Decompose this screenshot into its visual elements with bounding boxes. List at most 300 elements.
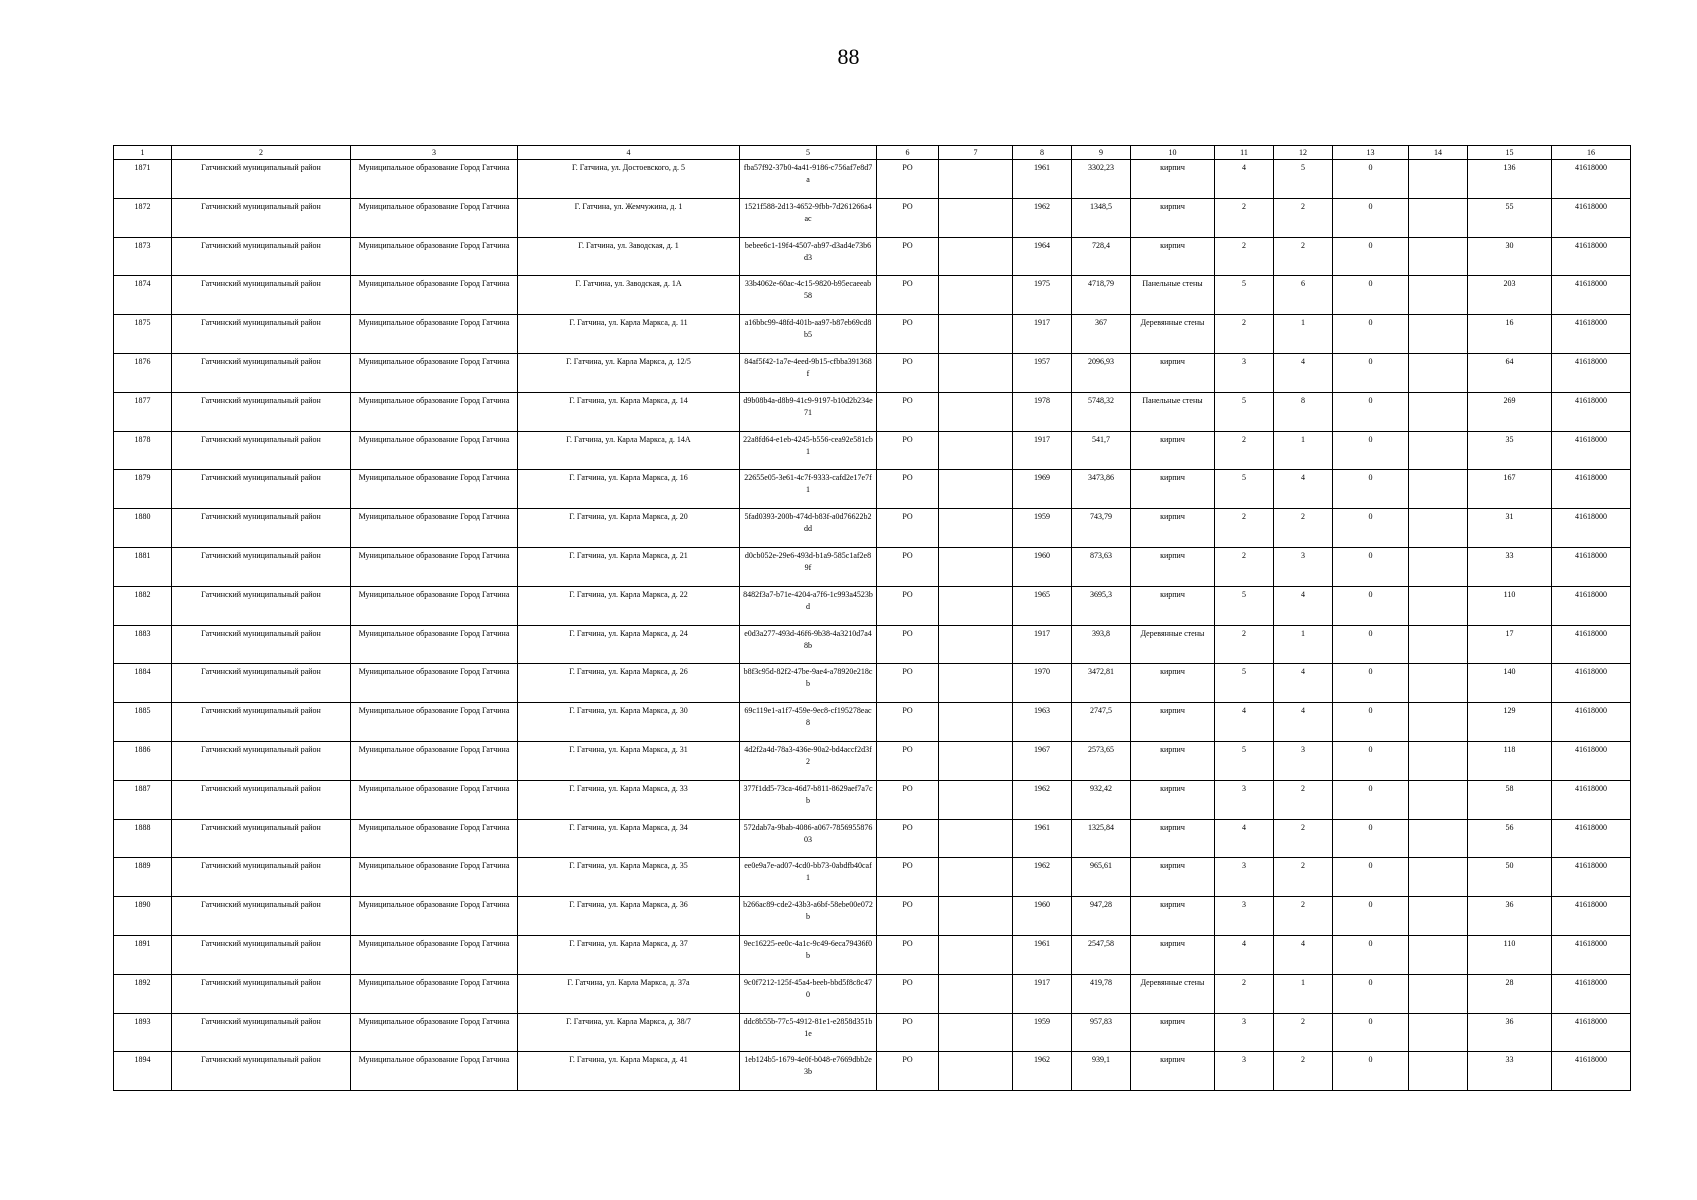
cell-wall-material: кирпич bbox=[1131, 198, 1215, 237]
cell-area: 947,28 bbox=[1072, 897, 1131, 936]
cell-floors: 5 bbox=[1215, 586, 1274, 625]
cell-area: 3302,23 bbox=[1072, 160, 1131, 199]
cell-col-13: 0 bbox=[1333, 819, 1409, 858]
cell-district: Гатчинский муниципальный район bbox=[172, 703, 351, 742]
cell-col-12: 5 bbox=[1274, 160, 1333, 199]
cell-col-14 bbox=[1409, 353, 1468, 392]
cell-municipality: Муниципальное образование Город Гатчина bbox=[351, 547, 518, 586]
cell-area: 1348,5 bbox=[1072, 198, 1131, 237]
column-header-5: 5 bbox=[740, 146, 877, 160]
cell-district: Гатчинский муниципальный район bbox=[172, 509, 351, 548]
cell-floors: 4 bbox=[1215, 819, 1274, 858]
cell-col-14 bbox=[1409, 198, 1468, 237]
cell-oktmo: 41618000 bbox=[1552, 509, 1631, 548]
cell-col-14 bbox=[1409, 703, 1468, 742]
cell-oktmo: 41618000 bbox=[1552, 664, 1631, 703]
cell-municipality: Муниципальное образование Город Гатчина bbox=[351, 276, 518, 315]
cell-wall-material: Деревянные стены bbox=[1131, 974, 1215, 1013]
cell-col-13: 0 bbox=[1333, 353, 1409, 392]
cell-col-13: 0 bbox=[1333, 392, 1409, 431]
cell-fias-guid: bebee6c1-19f4-4507-ab97-d3ad4e73b6d3 bbox=[740, 237, 877, 276]
cell-col-13: 0 bbox=[1333, 780, 1409, 819]
cell-residents: 64 bbox=[1468, 353, 1552, 392]
cell-row-number: 1880 bbox=[114, 509, 172, 548]
cell-program-code: РО bbox=[877, 858, 939, 897]
cell-row-number: 1893 bbox=[114, 1013, 172, 1052]
table-row bbox=[114, 974, 1631, 1013]
cell-floors: 5 bbox=[1215, 276, 1274, 315]
cell-row-number: 1883 bbox=[114, 625, 172, 664]
cell-col-14 bbox=[1409, 897, 1468, 936]
column-header-6: 6 bbox=[877, 146, 939, 160]
cell-wall-material: Панельные стены bbox=[1131, 392, 1215, 431]
cell-oktmo: 41618000 bbox=[1552, 547, 1631, 586]
cell-year-built: 1959 bbox=[1013, 1013, 1072, 1052]
cell-area: 5748,32 bbox=[1072, 392, 1131, 431]
cell-district: Гатчинский муниципальный район bbox=[172, 741, 351, 780]
cell-col-14 bbox=[1409, 315, 1468, 354]
cell-program-code: РО bbox=[877, 935, 939, 974]
cell-year-built: 1975 bbox=[1013, 276, 1072, 315]
cell-wall-material: кирпич bbox=[1131, 935, 1215, 974]
cell-col-12: 2 bbox=[1274, 198, 1333, 237]
cell-residents: 136 bbox=[1468, 160, 1552, 199]
table-row bbox=[114, 625, 1631, 664]
cell-district: Гатчинский муниципальный район bbox=[172, 625, 351, 664]
cell-residents: 36 bbox=[1468, 1013, 1552, 1052]
cell-col-14 bbox=[1409, 935, 1468, 974]
cell-year-built: 1965 bbox=[1013, 586, 1072, 625]
cell-year-built: 1962 bbox=[1013, 858, 1072, 897]
cell-fias-guid: 572dab7a-9bab-4086-a067-785695587603 bbox=[740, 819, 877, 858]
cell-fias-guid: 1521f588-2d13-4652-9fbb-7d261266a4ac bbox=[740, 198, 877, 237]
cell-col-13: 0 bbox=[1333, 431, 1409, 470]
cell-municipality: Муниципальное образование Город Гатчина bbox=[351, 703, 518, 742]
cell-year-built: 1961 bbox=[1013, 819, 1072, 858]
cell-municipality: Муниципальное образование Город Гатчина bbox=[351, 198, 518, 237]
cell-col-13: 0 bbox=[1333, 547, 1409, 586]
cell-floors: 3 bbox=[1215, 1013, 1274, 1052]
cell-col-7 bbox=[939, 741, 1013, 780]
cell-fias-guid: b266ac89-cde2-43b3-a6bf-58ebe00e072b bbox=[740, 897, 877, 936]
cell-col-13: 0 bbox=[1333, 1013, 1409, 1052]
cell-address: Г. Гатчина, ул. Карла Маркса, д. 37а bbox=[518, 974, 740, 1013]
cell-area: 965,61 bbox=[1072, 858, 1131, 897]
cell-fias-guid: 22655e05-3e61-4c7f-9333-cafd2e17e7f1 bbox=[740, 470, 877, 509]
cell-fias-guid: 377f1dd5-73ca-46d7-b811-8629aef7a7cb bbox=[740, 780, 877, 819]
table-row bbox=[114, 664, 1631, 703]
table-row bbox=[114, 160, 1631, 199]
cell-address: Г. Гатчина, ул. Достоевского, д. 5 bbox=[518, 160, 740, 199]
cell-col-13: 0 bbox=[1333, 625, 1409, 664]
cell-residents: 16 bbox=[1468, 315, 1552, 354]
cell-row-number: 1891 bbox=[114, 935, 172, 974]
cell-col-13: 0 bbox=[1333, 935, 1409, 974]
cell-year-built: 1917 bbox=[1013, 974, 1072, 1013]
cell-row-number: 1882 bbox=[114, 586, 172, 625]
cell-area: 419,78 bbox=[1072, 974, 1131, 1013]
cell-col-7 bbox=[939, 547, 1013, 586]
cell-row-number: 1881 bbox=[114, 547, 172, 586]
table-row bbox=[114, 586, 1631, 625]
cell-fias-guid: ee0e9a7e-ad07-4cd0-bb73-0abdfb40caf1 bbox=[740, 858, 877, 897]
cell-col-12: 2 bbox=[1274, 1013, 1333, 1052]
cell-fias-guid: 84af5f42-1a7e-4eed-9b15-cfbba391368f bbox=[740, 353, 877, 392]
cell-district: Гатчинский муниципальный район bbox=[172, 664, 351, 703]
cell-year-built: 1917 bbox=[1013, 315, 1072, 354]
cell-floors: 2 bbox=[1215, 974, 1274, 1013]
cell-col-7 bbox=[939, 353, 1013, 392]
cell-col-12: 4 bbox=[1274, 703, 1333, 742]
cell-row-number: 1879 bbox=[114, 470, 172, 509]
cell-area: 2573,65 bbox=[1072, 741, 1131, 780]
cell-col-12: 3 bbox=[1274, 741, 1333, 780]
cell-area: 3695,3 bbox=[1072, 586, 1131, 625]
cell-col-14 bbox=[1409, 160, 1468, 199]
cell-fias-guid: 69c119e1-a1f7-459e-9ec8-cf195278eac8 bbox=[740, 703, 877, 742]
table-row bbox=[114, 741, 1631, 780]
cell-col-13: 0 bbox=[1333, 237, 1409, 276]
cell-col-12: 4 bbox=[1274, 353, 1333, 392]
cell-address: Г. Гатчина, ул. Карла Маркса, д. 22 bbox=[518, 586, 740, 625]
cell-col-12: 1 bbox=[1274, 974, 1333, 1013]
cell-col-14 bbox=[1409, 509, 1468, 548]
cell-fias-guid: b8f3c95d-82f2-47be-9ae4-a78920e218cb bbox=[740, 664, 877, 703]
page-number: 88 bbox=[837, 44, 860, 69]
cell-oktmo: 41618000 bbox=[1552, 431, 1631, 470]
cell-year-built: 1959 bbox=[1013, 509, 1072, 548]
cell-district: Гатчинский муниципальный район bbox=[172, 547, 351, 586]
table-row bbox=[114, 1013, 1631, 1052]
cell-wall-material: Деревянные стены bbox=[1131, 315, 1215, 354]
cell-row-number: 1892 bbox=[114, 974, 172, 1013]
cell-program-code: РО bbox=[877, 237, 939, 276]
cell-col-12: 8 bbox=[1274, 392, 1333, 431]
cell-oktmo: 41618000 bbox=[1552, 1013, 1631, 1052]
table-row bbox=[114, 470, 1631, 509]
cell-district: Гатчинский муниципальный район bbox=[172, 198, 351, 237]
cell-col-7 bbox=[939, 198, 1013, 237]
table-row bbox=[114, 392, 1631, 431]
cell-oktmo: 41618000 bbox=[1552, 237, 1631, 276]
cell-year-built: 1963 bbox=[1013, 703, 1072, 742]
cell-floors: 4 bbox=[1215, 703, 1274, 742]
cell-district: Гатчинский муниципальный район bbox=[172, 1052, 351, 1091]
cell-area: 3472,81 bbox=[1072, 664, 1131, 703]
cell-col-13: 0 bbox=[1333, 276, 1409, 315]
cell-program-code: РО bbox=[877, 703, 939, 742]
cell-floors: 2 bbox=[1215, 315, 1274, 354]
cell-area: 939,1 bbox=[1072, 1052, 1131, 1091]
cell-municipality: Муниципальное образование Город Гатчина bbox=[351, 470, 518, 509]
cell-municipality: Муниципальное образование Город Гатчина bbox=[351, 664, 518, 703]
cell-residents: 269 bbox=[1468, 392, 1552, 431]
cell-residents: 31 bbox=[1468, 509, 1552, 548]
column-header-3: 3 bbox=[351, 146, 518, 160]
cell-program-code: РО bbox=[877, 1013, 939, 1052]
cell-residents: 110 bbox=[1468, 935, 1552, 974]
cell-wall-material: кирпич bbox=[1131, 703, 1215, 742]
cell-oktmo: 41618000 bbox=[1552, 198, 1631, 237]
cell-col-13: 0 bbox=[1333, 315, 1409, 354]
cell-program-code: РО bbox=[877, 1052, 939, 1091]
table-row bbox=[114, 237, 1631, 276]
cell-year-built: 1961 bbox=[1013, 160, 1072, 199]
cell-col-14 bbox=[1409, 392, 1468, 431]
cell-col-14 bbox=[1409, 237, 1468, 276]
cell-area: 873,63 bbox=[1072, 547, 1131, 586]
cell-row-number: 1875 bbox=[114, 315, 172, 354]
cell-col-12: 2 bbox=[1274, 858, 1333, 897]
cell-wall-material: кирпич bbox=[1131, 897, 1215, 936]
cell-fias-guid: e0d3a277-493d-46f6-9b38-4a3210d7a48b bbox=[740, 625, 877, 664]
table-row bbox=[114, 703, 1631, 742]
cell-fias-guid: d9b08b4a-d8b9-41c9-9197-b10d2b234e71 bbox=[740, 392, 877, 431]
cell-program-code: РО bbox=[877, 160, 939, 199]
cell-year-built: 1960 bbox=[1013, 897, 1072, 936]
cell-wall-material: кирпич bbox=[1131, 470, 1215, 509]
cell-col-13: 0 bbox=[1333, 664, 1409, 703]
table-row bbox=[114, 547, 1631, 586]
cell-municipality: Муниципальное образование Город Гатчина bbox=[351, 819, 518, 858]
cell-col-7 bbox=[939, 625, 1013, 664]
cell-floors: 3 bbox=[1215, 780, 1274, 819]
cell-year-built: 1962 bbox=[1013, 1052, 1072, 1091]
column-header-1: 1 bbox=[114, 146, 172, 160]
cell-col-14 bbox=[1409, 819, 1468, 858]
cell-col-12: 4 bbox=[1274, 664, 1333, 703]
cell-program-code: РО bbox=[877, 198, 939, 237]
cell-fias-guid: 5fad0393-200b-474d-b83f-a0d76622b2dd bbox=[740, 509, 877, 548]
cell-col-12: 4 bbox=[1274, 470, 1333, 509]
cell-residents: 140 bbox=[1468, 664, 1552, 703]
cell-oktmo: 41618000 bbox=[1552, 819, 1631, 858]
cell-program-code: РО bbox=[877, 509, 939, 548]
cell-district: Гатчинский муниципальный район bbox=[172, 897, 351, 936]
cell-district: Гатчинский муниципальный район bbox=[172, 780, 351, 819]
cell-address: Г. Гатчина, ул. Жемчужина, д. 1 bbox=[518, 198, 740, 237]
cell-year-built: 1969 bbox=[1013, 470, 1072, 509]
cell-address: Г. Гатчина, ул. Карла Маркса, д. 41 bbox=[518, 1052, 740, 1091]
cell-residents: 118 bbox=[1468, 741, 1552, 780]
cell-col-7 bbox=[939, 509, 1013, 548]
cell-floors: 3 bbox=[1215, 897, 1274, 936]
cell-col-12: 2 bbox=[1274, 819, 1333, 858]
cell-col-14 bbox=[1409, 1013, 1468, 1052]
cell-wall-material: кирпич bbox=[1131, 160, 1215, 199]
cell-row-number: 1888 bbox=[114, 819, 172, 858]
cell-col-13: 0 bbox=[1333, 160, 1409, 199]
cell-municipality: Муниципальное образование Город Гатчина bbox=[351, 858, 518, 897]
cell-row-number: 1872 bbox=[114, 198, 172, 237]
cell-program-code: РО bbox=[877, 741, 939, 780]
table-row bbox=[114, 431, 1631, 470]
cell-row-number: 1889 bbox=[114, 858, 172, 897]
cell-address: Г. Гатчина, ул. Карла Маркса, д. 26 bbox=[518, 664, 740, 703]
cell-fias-guid: 9c0f7212-125f-45a4-beeb-bbd5f8c8c470 bbox=[740, 974, 877, 1013]
cell-col-12: 1 bbox=[1274, 625, 1333, 664]
cell-col-12: 1 bbox=[1274, 431, 1333, 470]
cell-col-14 bbox=[1409, 586, 1468, 625]
cell-residents: 17 bbox=[1468, 625, 1552, 664]
cell-col-7 bbox=[939, 935, 1013, 974]
cell-row-number: 1874 bbox=[114, 276, 172, 315]
table-body bbox=[114, 160, 1631, 1091]
cell-col-12: 3 bbox=[1274, 547, 1333, 586]
cell-area: 2096,93 bbox=[1072, 353, 1131, 392]
cell-program-code: РО bbox=[877, 819, 939, 858]
cell-fias-guid: a16bbc99-48fd-401b-aa97-b87eb69cd8b5 bbox=[740, 315, 877, 354]
column-number-header-row bbox=[114, 146, 1631, 160]
column-header-15: 15 bbox=[1468, 146, 1552, 160]
cell-oktmo: 41618000 bbox=[1552, 897, 1631, 936]
cell-col-7 bbox=[939, 780, 1013, 819]
cell-wall-material: кирпич bbox=[1131, 586, 1215, 625]
cell-col-7 bbox=[939, 315, 1013, 354]
cell-col-14 bbox=[1409, 431, 1468, 470]
cell-wall-material: кирпич bbox=[1131, 1052, 1215, 1091]
cell-address: Г. Гатчина, ул. Карла Маркса, д. 38/7 bbox=[518, 1013, 740, 1052]
cell-col-14 bbox=[1409, 974, 1468, 1013]
cell-wall-material: кирпич bbox=[1131, 353, 1215, 392]
cell-col-7 bbox=[939, 470, 1013, 509]
cell-fias-guid: 8482f3a7-b71e-4204-a7f6-1c993a4523bd bbox=[740, 586, 877, 625]
cell-oktmo: 41618000 bbox=[1552, 160, 1631, 199]
cell-row-number: 1885 bbox=[114, 703, 172, 742]
cell-row-number: 1876 bbox=[114, 353, 172, 392]
cell-year-built: 1964 bbox=[1013, 237, 1072, 276]
cell-municipality: Муниципальное образование Город Гатчина bbox=[351, 780, 518, 819]
cell-residents: 28 bbox=[1468, 974, 1552, 1013]
cell-wall-material: кирпич bbox=[1131, 237, 1215, 276]
cell-col-7 bbox=[939, 586, 1013, 625]
cell-oktmo: 41618000 bbox=[1552, 1052, 1631, 1091]
cell-floors: 5 bbox=[1215, 392, 1274, 431]
cell-floors: 2 bbox=[1215, 509, 1274, 548]
cell-residents: 36 bbox=[1468, 897, 1552, 936]
cell-municipality: Муниципальное образование Город Гатчина bbox=[351, 741, 518, 780]
cell-area: 957,83 bbox=[1072, 1013, 1131, 1052]
cell-col-13: 0 bbox=[1333, 703, 1409, 742]
cell-floors: 3 bbox=[1215, 858, 1274, 897]
cell-floors: 2 bbox=[1215, 431, 1274, 470]
cell-row-number: 1886 bbox=[114, 741, 172, 780]
cell-program-code: РО bbox=[877, 586, 939, 625]
cell-col-12: 4 bbox=[1274, 935, 1333, 974]
cell-col-7 bbox=[939, 974, 1013, 1013]
cell-district: Гатчинский муниципальный район bbox=[172, 160, 351, 199]
cell-municipality: Муниципальное образование Город Гатчина bbox=[351, 1052, 518, 1091]
cell-district: Гатчинский муниципальный район bbox=[172, 586, 351, 625]
cell-wall-material: кирпич bbox=[1131, 509, 1215, 548]
cell-col-14 bbox=[1409, 625, 1468, 664]
cell-col-7 bbox=[939, 664, 1013, 703]
cell-col-13: 0 bbox=[1333, 897, 1409, 936]
cell-fias-guid: 22a8fd64-e1eb-4245-b556-cea92e581cb1 bbox=[740, 431, 877, 470]
cell-municipality: Муниципальное образование Город Гатчина bbox=[351, 237, 518, 276]
cell-district: Гатчинский муниципальный район bbox=[172, 470, 351, 509]
cell-district: Гатчинский муниципальный район bbox=[172, 392, 351, 431]
cell-oktmo: 41618000 bbox=[1552, 353, 1631, 392]
cell-address: Г. Гатчина, ул. Карла Маркса, д. 36 bbox=[518, 897, 740, 936]
cell-col-7 bbox=[939, 431, 1013, 470]
cell-year-built: 1960 bbox=[1013, 547, 1072, 586]
cell-program-code: РО bbox=[877, 276, 939, 315]
table-row bbox=[114, 1052, 1631, 1091]
cell-floors: 5 bbox=[1215, 470, 1274, 509]
cell-residents: 58 bbox=[1468, 780, 1552, 819]
cell-address: Г. Гатчина, ул. Карла Маркса, д. 24 bbox=[518, 625, 740, 664]
cell-oktmo: 41618000 bbox=[1552, 625, 1631, 664]
cell-row-number: 1894 bbox=[114, 1052, 172, 1091]
cell-year-built: 1962 bbox=[1013, 780, 1072, 819]
cell-floors: 2 bbox=[1215, 237, 1274, 276]
cell-district: Гатчинский муниципальный район bbox=[172, 353, 351, 392]
cell-oktmo: 41618000 bbox=[1552, 586, 1631, 625]
cell-residents: 110 bbox=[1468, 586, 1552, 625]
cell-address: Г. Гатчина, ул. Карла Маркса, д. 37 bbox=[518, 935, 740, 974]
cell-area: 367 bbox=[1072, 315, 1131, 354]
cell-municipality: Муниципальное образование Город Гатчина bbox=[351, 431, 518, 470]
cell-residents: 167 bbox=[1468, 470, 1552, 509]
column-header-4: 4 bbox=[518, 146, 740, 160]
cell-fias-guid: 4d2f2a4d-78a3-436e-90a2-bd4accf2d3f2 bbox=[740, 741, 877, 780]
cell-municipality: Муниципальное образование Город Гатчина bbox=[351, 897, 518, 936]
cell-col-7 bbox=[939, 858, 1013, 897]
cell-residents: 30 bbox=[1468, 237, 1552, 276]
cell-col-12: 2 bbox=[1274, 509, 1333, 548]
cell-area: 728,4 bbox=[1072, 237, 1131, 276]
cell-area: 4718,79 bbox=[1072, 276, 1131, 315]
cell-district: Гатчинский муниципальный район bbox=[172, 1013, 351, 1052]
cell-col-14 bbox=[1409, 858, 1468, 897]
cell-area: 2747,5 bbox=[1072, 703, 1131, 742]
cell-col-7 bbox=[939, 897, 1013, 936]
cell-col-7 bbox=[939, 237, 1013, 276]
cell-wall-material: Панельные стены bbox=[1131, 276, 1215, 315]
cell-oktmo: 41618000 bbox=[1552, 470, 1631, 509]
cell-floors: 4 bbox=[1215, 160, 1274, 199]
cell-col-7 bbox=[939, 392, 1013, 431]
cell-oktmo: 41618000 bbox=[1552, 935, 1631, 974]
cell-fias-guid: 9ec16225-ee0c-4a1c-9c49-6eca79436f0b bbox=[740, 935, 877, 974]
cell-residents: 56 bbox=[1468, 819, 1552, 858]
cell-col-12: 2 bbox=[1274, 897, 1333, 936]
cell-col-7 bbox=[939, 1052, 1013, 1091]
cell-municipality: Муниципальное образование Город Гатчина bbox=[351, 935, 518, 974]
cell-area: 2547,58 bbox=[1072, 935, 1131, 974]
cell-wall-material: кирпич bbox=[1131, 741, 1215, 780]
cell-wall-material: кирпич bbox=[1131, 1013, 1215, 1052]
cell-district: Гатчинский муниципальный район bbox=[172, 237, 351, 276]
cell-area: 932,42 bbox=[1072, 780, 1131, 819]
cell-residents: 203 bbox=[1468, 276, 1552, 315]
cell-residents: 33 bbox=[1468, 1052, 1552, 1091]
column-header-9: 9 bbox=[1072, 146, 1131, 160]
cell-row-number: 1878 bbox=[114, 431, 172, 470]
cell-residents: 50 bbox=[1468, 858, 1552, 897]
cell-address: Г. Гатчина, ул. Карла Маркса, д. 11 bbox=[518, 315, 740, 354]
cell-wall-material: кирпич bbox=[1131, 547, 1215, 586]
cell-floors: 2 bbox=[1215, 547, 1274, 586]
cell-municipality: Муниципальное образование Город Гатчина bbox=[351, 315, 518, 354]
cell-col-7 bbox=[939, 703, 1013, 742]
cell-floors: 2 bbox=[1215, 625, 1274, 664]
cell-district: Гатчинский муниципальный район bbox=[172, 315, 351, 354]
cell-address: Г. Гатчина, ул. Карла Маркса, д. 16 bbox=[518, 470, 740, 509]
table-row bbox=[114, 276, 1631, 315]
cell-fias-guid: fba57f92-37b0-4a41-9186-c756af7e8d7a bbox=[740, 160, 877, 199]
